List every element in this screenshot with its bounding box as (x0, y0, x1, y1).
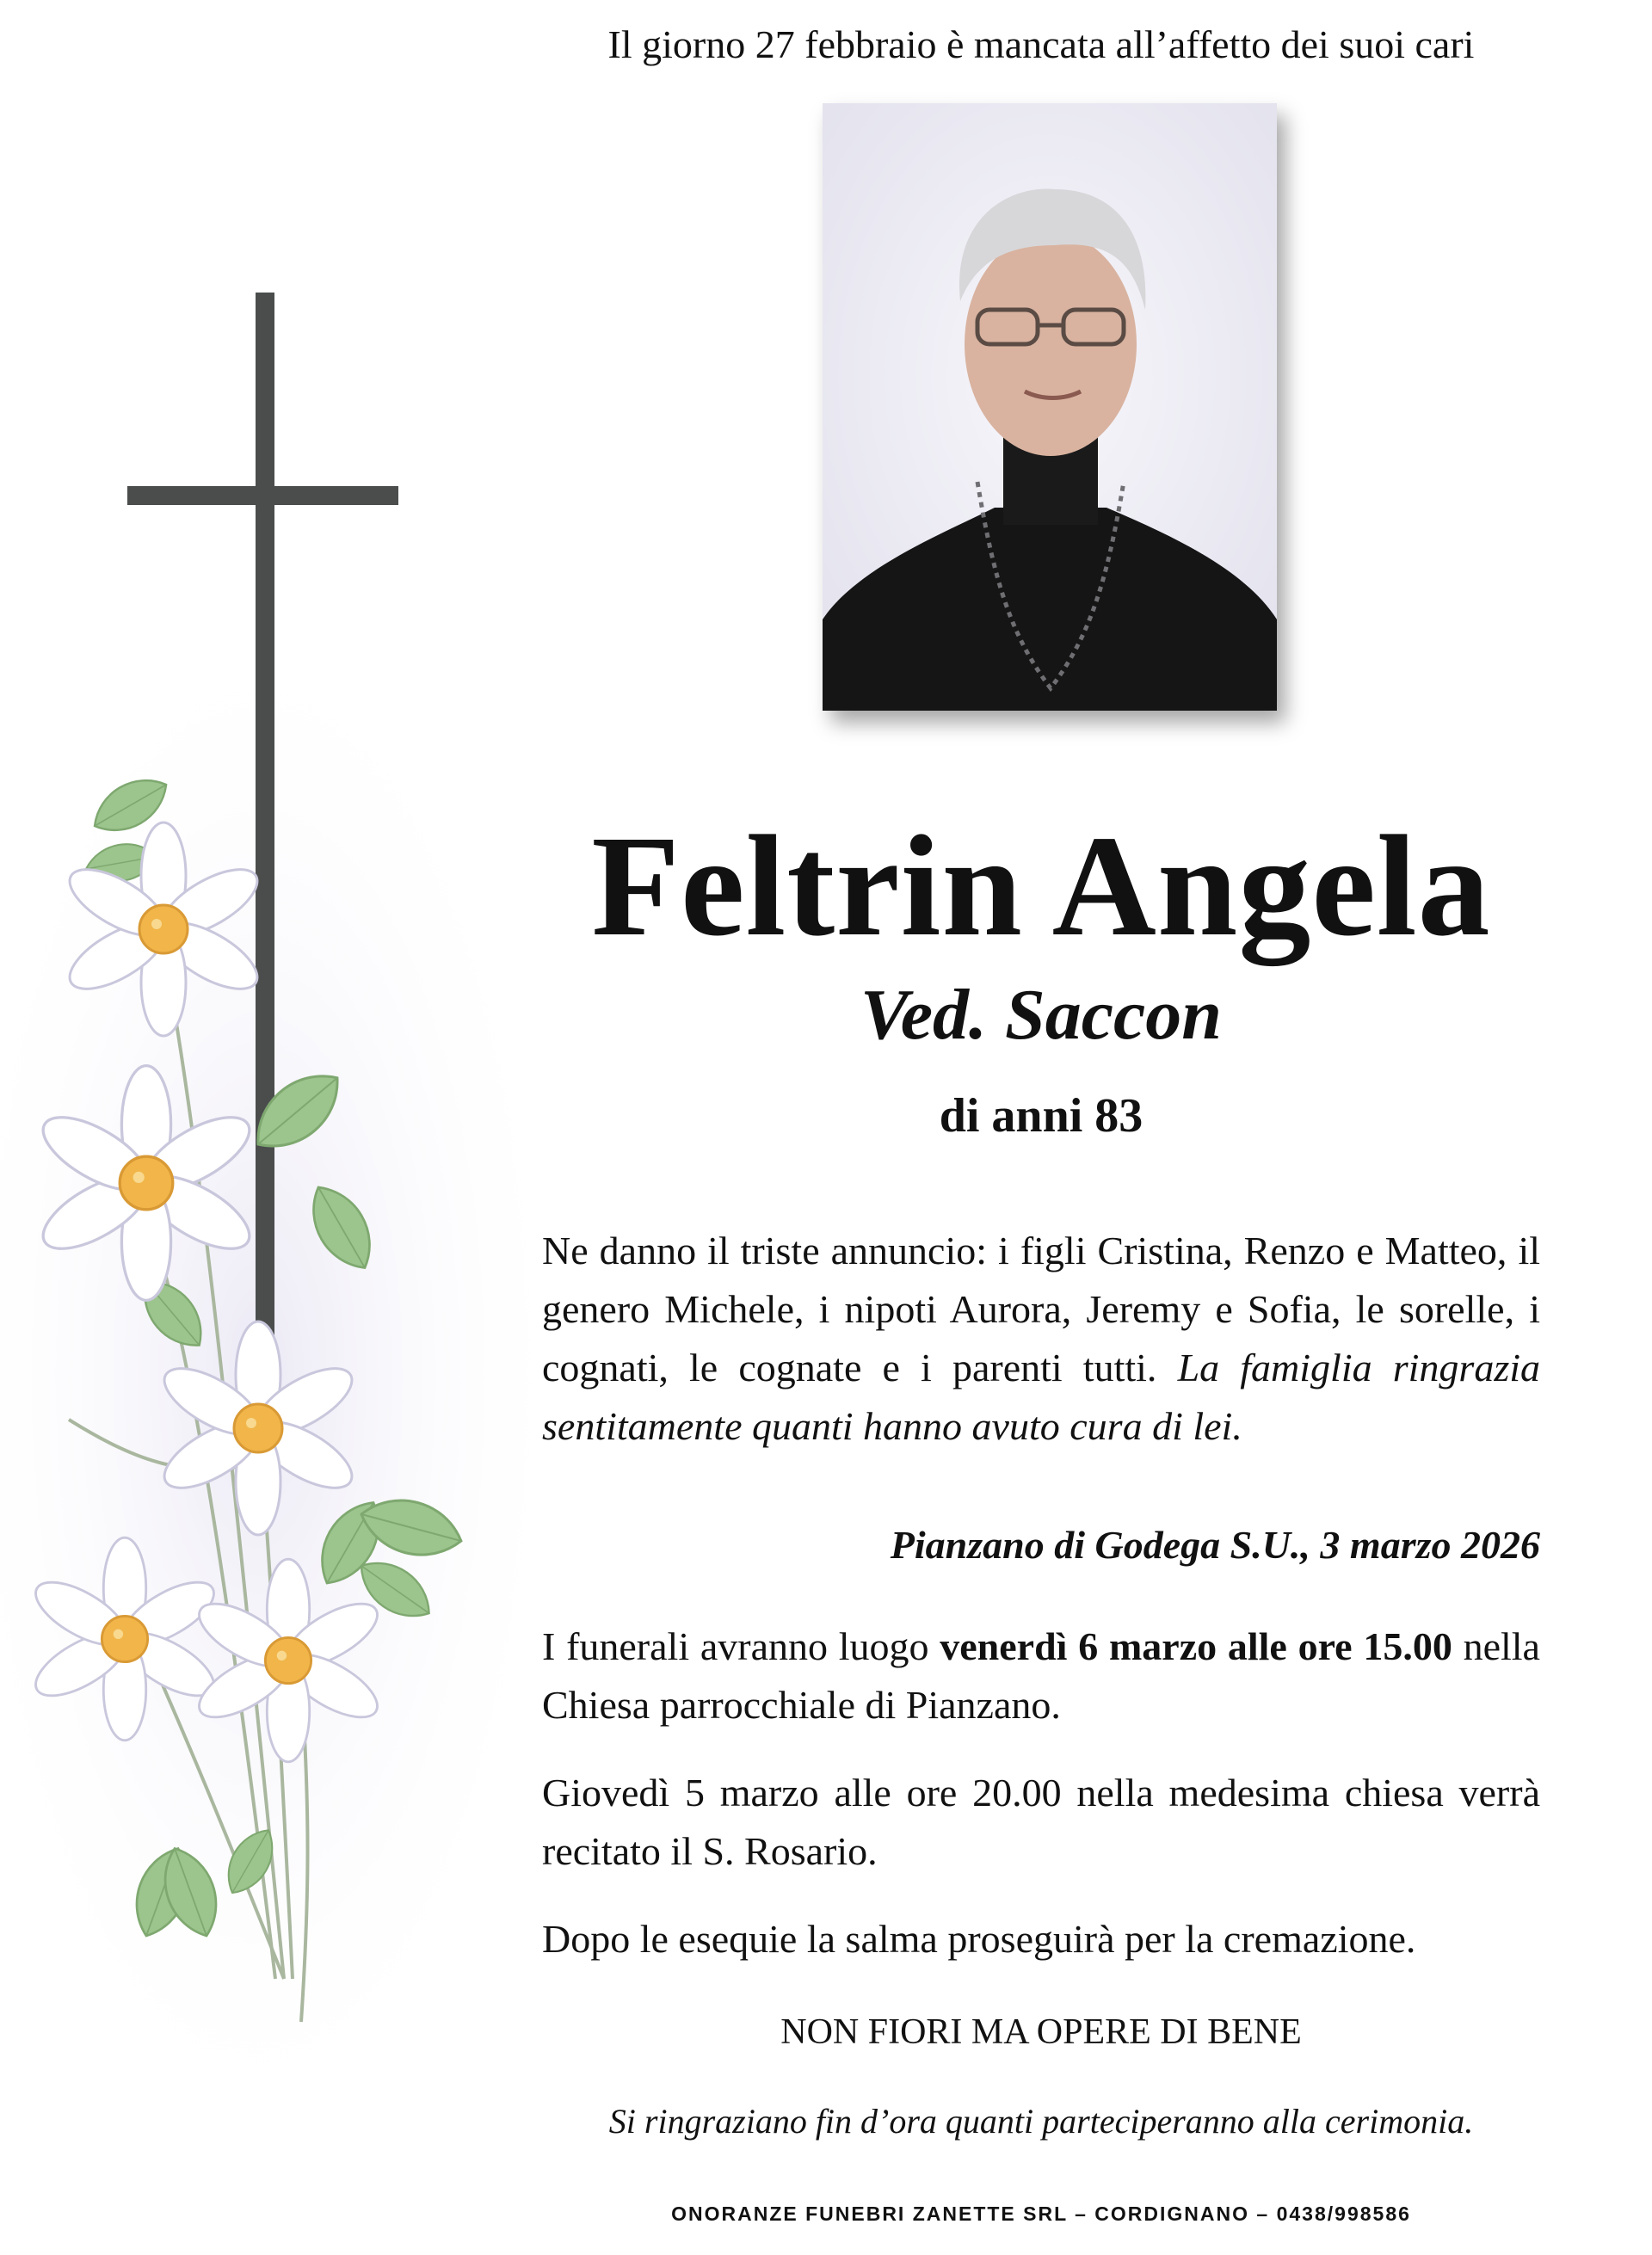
widow-surname: Ved. Saccon (860, 975, 1222, 1055)
deceased-name: Feltrin Angela (591, 806, 1491, 966)
portrait-illustration (823, 103, 1277, 711)
funeral-text-after: nella Chiesa parrocchiale di Pianzano. (542, 1624, 1540, 1727)
funeral-home-footer: ONORANZE FUNEBRI ZANETTE SRL – CORDIGNANO – 0438/998586 (671, 2203, 1411, 2225)
family-thanks-text: La famiglia ringrazia sentitamente quanti hanno avuto cura di lei. (542, 1346, 1541, 1448)
place-and-date: Pianzano di Godega S.U., 3 marzo 2026 (890, 1523, 1540, 1567)
cross-and-lilies-decoration (0, 0, 551, 2255)
announcement-text: Ne danno il triste annuncio: i figli Cristina, Renzo e Matteo, il genero Michele, i nipoti Aurora, Jeremy e Sofia, le sorelle, i cognati, le cognate e i parenti tutti. (542, 1229, 1540, 1389)
no-flowers-notice: NON FIORI MA OPERE DI BENE (780, 2012, 1302, 2052)
funeral-text-before: I funerali avranno luogo (542, 1624, 940, 1668)
rosary-paragraph: Giovedì 5 marzo alle ore 20.00 nella medesima chiesa verrà recitato il S. Rosario. (542, 1771, 1540, 1873)
announcement-paragraph (542, 1222, 1540, 1456)
final-thanks-line: Si ringraziano fin d’ora quanti parteciperanno alla cerimonia. (608, 2102, 1474, 2141)
portrait-photo (823, 103, 1277, 711)
cremation-paragraph: Dopo le esequie la salma proseguirà per la cremazione. (542, 1917, 1416, 1961)
funeral-datetime: venerdì 6 marzo alle ore 15.00 (940, 1624, 1452, 1668)
age-line: di anni 83 (939, 1089, 1143, 1143)
funeral-paragraph (542, 1617, 1540, 1734)
intro-line: Il giorno 27 febbraio è mancata all’affetto dei suoi cari (607, 22, 1475, 66)
